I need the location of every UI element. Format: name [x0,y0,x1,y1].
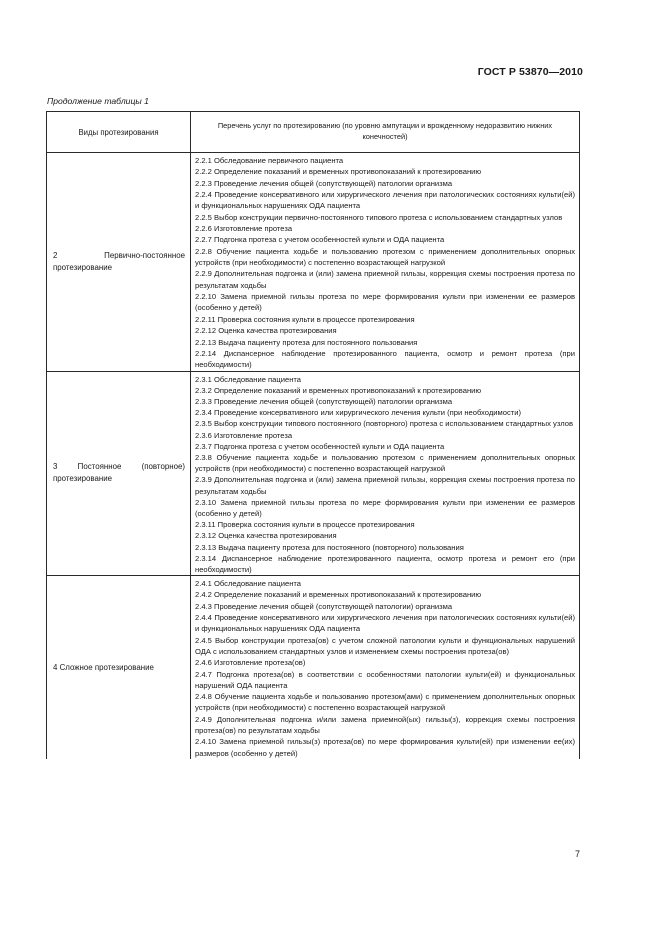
column-header-kind: Виды протезирования [47,112,191,153]
prosthetics-kind: 3 Постоянное (повторное) протезирование [47,371,191,576]
service-item: 2.4.4 Проведение консервативного или хирургического лечения при патологических состояниях культи(ей) и функциональных нарушениях ОДА пациента [195,613,575,634]
service-item: 2.4.8 Обучение пациента ходьбе и пользованию протезом(ами) с применением дополнительных опорных устройств (при необходимости) с постепенно возрастающей нагрузкой [195,692,575,713]
page-number: 7 [574,849,580,859]
service-item: 2.4.7 Подгонка протеза(ов) в соответствии с особенностями патологии культи(ей) и функциональных нарушений ОДА пациента [195,669,575,690]
table-row [47,371,580,576]
service-item: 2.3.4 Проведение консервативного или хирургического лечения культи (при необходимости) [195,408,521,418]
service-item: 2.3.2 Определение показаний и временных противопоказаний к протезированию [195,385,482,395]
service-item: 2.4.5 Выбор конструкции протеза(ов) с учетом сложной патологии культи и функциональных нарушений ОДА с использованием стандартных узлов и изменением схемы построения протеза(ов) [195,635,575,656]
prosthetics-table [46,111,580,759]
service-list [191,153,580,372]
service-list [191,576,580,759]
service-item: 2.3.6 Изготовление протеза [195,430,293,440]
service-item: 2.2.3 Проведение лечения общей (сопутствующей) патологии организма [195,178,453,188]
service-item: 2.3.9 Дополнительная подгонка и (или) замена приемной гильзы, коррекция схемы построения протеза по результатам ходьбы [195,475,575,496]
service-item: 2.2.13 Выдача пациенту протеза для постоянного пользования [195,337,418,347]
service-item: 2.2.4 Проведение консервативного или хирургического лечения при патологических состояниях культи(ей) и функциональных нарушениях ОДА пациента [195,190,575,211]
service-item: 2.2.6 Изготовление протеза [195,224,293,234]
service-list [191,371,580,576]
service-item: 2.3.13 Выдача пациенту протеза для постоянного (повторного) пользования [195,542,464,552]
service-item: 2.2.9 Дополнительная подгонка и (или) замена приемной гильзы, коррекция схемы построения протеза по результатам ходьбы [195,269,575,290]
service-item: 2.4.2 Определение показаний и временных противопоказаний к протезированию [195,590,482,600]
service-item: 2.4.6 Изготовление протеза(ов) [195,658,306,668]
service-item: 2.3.3 Проведение лечения общей (сопутствующей) патологии организма [195,396,453,406]
service-item: 2.3.10 Замена приемной гильзы протеза по мере формирования культи при изменении ее размеров (особенно у детей) [195,497,575,518]
column-header-services: Перечень услуг по протезированию (по уровню ампутации и врожденному недоразвитию нижних конечностей) [191,112,580,153]
service-item: 2.3.12 Оценка качества протезирования [195,531,337,541]
service-item: 2.2.5 Выбор конструкции первично-постоянного типового протеза с использованием стандартных узлов [195,212,563,222]
service-item: 2.3.7 Подгонка протеза с учетом особенностей культи и ОДА пациента [195,441,445,451]
prosthetics-kind: 4 Сложное протезирование [47,576,191,759]
service-item: 2.4.1 Обследование пациента [195,579,302,589]
service-item: 2.2.7 Подгонка протеза с учетом особенностей культи и ОДА пациента [195,235,445,245]
service-item: 2.3.8 Обучение пациента ходьбе и пользованию протезом с применением дополнительных опорных устройств (при необходимости) с постепенно возрастающей нагрузкой [195,452,575,474]
table-row [47,153,580,372]
table-header-row [47,112,580,153]
standard-number: ГОСТ Р 53870—2010 [477,66,583,78]
service-item: 2.2.14 Диспансерное наблюдение протезированного пациента, осмотр и ремонт протеза (при необходимости) [195,348,575,370]
service-item: 2.4.10 Замена приемной гильзы(з) протеза(ов) по мере формирования культи(ей) при изменении ее(их) размеров (особенно у детей) [195,737,575,758]
service-item: 2.2.1 Обследование первичного пациента [195,156,344,165]
service-item: 2.4.3 Проведение лечения общей (сопутствующей патологии) организма [195,601,453,611]
service-item: 2.2.12 Оценка качества протезирования [195,326,337,336]
table-caption: Продолжение таблицы 1 [47,96,149,106]
service-item: 2.3.5 Выбор конструкции типового постоянного (повторного) протеза с использованием стандартных узлов [195,419,574,429]
service-item: 2.2.11 Проверка состояния культи в процессе протезирования [195,314,415,324]
service-item: 2.3.14 Диспансерное наблюдение протезированного пациента, осмотр протеза и ремонт его (при необходимости) [195,553,575,574]
service-item: 2.3.1 Обследование пациента [195,374,302,384]
prosthetics-kind: 2 Первично-постоянное протезирование [47,153,191,372]
table-row [47,576,580,759]
service-item: 2.4.9 Дополнительная подгонка и/или замена приемной(ых) гильзы(з), коррекция схемы построения протеза(ов) по результатам ходьбы [195,714,575,736]
service-item: 2.2.8 Обучение пациента ходьбе и пользованию протезом с применением дополнительных опорных устройств (при необходимости) с постепенно возрастающей нагрузкой [195,246,575,268]
service-item: 2.3.11 Проверка состояния культи в процессе протезирования [195,520,415,530]
service-item: 2.2.10 Замена приемной гильзы протеза по мере формирования культи при изменении ее размеров (особенно у детей) [195,292,575,313]
service-item: 2.2.2 Определение показаний и временных противопоказаний к протезированию [195,167,482,177]
